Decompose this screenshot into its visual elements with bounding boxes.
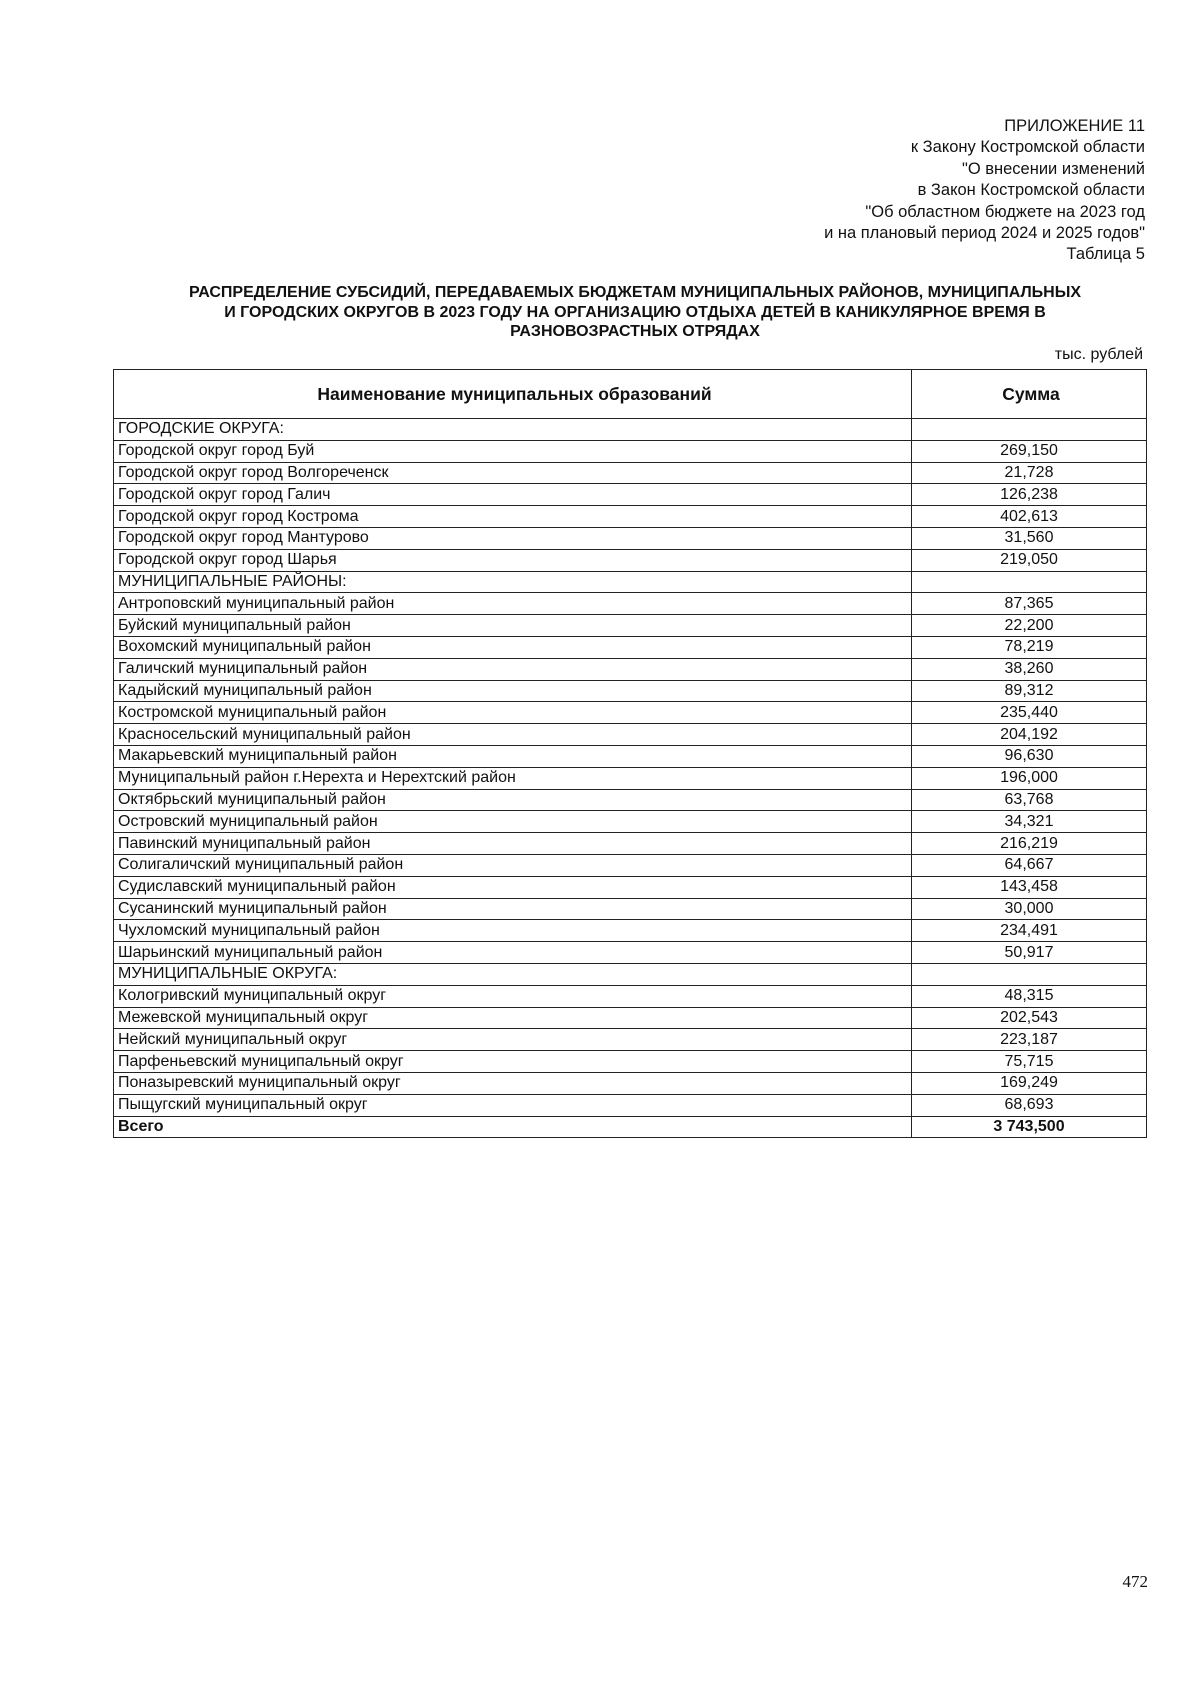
- table-row: [114, 789, 1147, 811]
- table-row: [114, 1094, 1147, 1116]
- row-name: Муниципальный район г.Нерехта и Нерехтский район: [114, 767, 912, 789]
- row-name: Сусанинский муниципальный район: [114, 898, 912, 920]
- document-title: [110, 283, 1160, 342]
- table-row: [114, 745, 1147, 767]
- table-body: [114, 419, 1147, 1138]
- row-name: МУНИЦИПАЛЬНЫЕ РАЙОНЫ:: [114, 571, 912, 593]
- row-name: Антроповский муниципальный район: [114, 593, 912, 615]
- row-name: Судиславский муниципальный район: [114, 876, 912, 898]
- row-sum: [912, 571, 1147, 593]
- row-name: Межевской муниципальный округ: [114, 1007, 912, 1029]
- row-name: Всего: [114, 1116, 912, 1138]
- row-name: Островский муниципальный район: [114, 811, 912, 833]
- row-name: Шарьинский муниципальный район: [114, 942, 912, 964]
- table-row: [114, 680, 1147, 702]
- row-sum: 402,613: [912, 506, 1147, 528]
- row-sum: 31,560: [912, 527, 1147, 549]
- row-sum: [912, 963, 1147, 985]
- table-row: [114, 724, 1147, 746]
- row-sum: 143,458: [912, 876, 1147, 898]
- row-sum: 223,187: [912, 1029, 1147, 1051]
- row-sum: 219,050: [912, 549, 1147, 571]
- row-sum: 196,000: [912, 767, 1147, 789]
- row-sum: 38,260: [912, 658, 1147, 680]
- column-header-sum: Сумма: [912, 370, 1147, 419]
- row-sum: 3 743,500: [912, 1116, 1147, 1138]
- row-name: Буйский муниципальный район: [114, 615, 912, 637]
- section-row: [114, 419, 1147, 441]
- row-sum: 68,693: [912, 1094, 1147, 1116]
- row-sum: 30,000: [912, 898, 1147, 920]
- row-name: Кадыйский муниципальный район: [114, 680, 912, 702]
- title-line: РАЗНОВОЗРАСТНЫХ ОТРЯДАХ: [510, 323, 760, 340]
- table-row: [114, 484, 1147, 506]
- appendix-line: к Закону Костромской области: [910, 138, 1145, 157]
- row-sum: 78,219: [912, 636, 1147, 658]
- column-header-name: Наименование муниципальных образований: [114, 370, 912, 419]
- row-name: Пыщугский муниципальный округ: [114, 1094, 912, 1116]
- table-row: [114, 506, 1147, 528]
- row-sum: 202,543: [912, 1007, 1147, 1029]
- row-sum: 75,715: [912, 1051, 1147, 1073]
- table-row: [114, 615, 1147, 637]
- table-row: [114, 811, 1147, 833]
- row-name: Вохомский муниципальный район: [114, 636, 912, 658]
- row-name: Галичский муниципальный район: [114, 658, 912, 680]
- row-sum: 169,249: [912, 1072, 1147, 1094]
- row-sum: 204,192: [912, 724, 1147, 746]
- row-name: Октябрьский муниципальный район: [114, 789, 912, 811]
- table-row: [114, 898, 1147, 920]
- table-header-row: [114, 370, 1147, 419]
- row-name: Красносельский муниципальный район: [114, 724, 912, 746]
- table-row: [114, 702, 1147, 724]
- row-name: Городской округ город Галич: [114, 484, 912, 506]
- table-row: [114, 876, 1147, 898]
- row-sum: 126,238: [912, 484, 1147, 506]
- table-row: [114, 1007, 1147, 1029]
- table-row: [114, 636, 1147, 658]
- row-name: МУНИЦИПАЛЬНЫЕ ОКРУГА:: [114, 963, 912, 985]
- row-name: Парфеньевский муниципальный округ: [114, 1051, 912, 1073]
- row-sum: 22,200: [912, 615, 1147, 637]
- page-number: 472: [1122, 1572, 1148, 1591]
- row-sum: 89,312: [912, 680, 1147, 702]
- appendix-line: и на плановый период 2024 и 2025 годов": [824, 224, 1145, 243]
- row-name: Чухломский муниципальный район: [114, 920, 912, 942]
- row-sum: 48,315: [912, 985, 1147, 1007]
- subsidy-table: [113, 369, 1147, 1138]
- table-row: [114, 854, 1147, 876]
- row-name: Городской округ город Буй: [114, 440, 912, 462]
- row-name: Городской округ город Мантурово: [114, 527, 912, 549]
- row-sum: 269,150: [912, 440, 1147, 462]
- row-sum: 87,365: [912, 593, 1147, 615]
- table-row: [114, 593, 1147, 615]
- total-row: [114, 1116, 1147, 1138]
- row-name: ГОРОДСКИЕ ОКРУГА:: [114, 419, 912, 441]
- row-sum: 235,440: [912, 702, 1147, 724]
- row-name: Городской округ город Кострома: [114, 506, 912, 528]
- row-sum: 64,667: [912, 854, 1147, 876]
- row-name: Городской округ город Волгореченск: [114, 462, 912, 484]
- table-row: [114, 658, 1147, 680]
- row-name: Костромской муниципальный район: [114, 702, 912, 724]
- appendix-line: "О внесении изменений: [961, 159, 1145, 178]
- row-sum: 216,219: [912, 833, 1147, 855]
- section-row: [114, 963, 1147, 985]
- table-row: [114, 942, 1147, 964]
- table-row: [114, 1051, 1147, 1073]
- row-sum: 34,321: [912, 811, 1147, 833]
- row-sum: [912, 419, 1147, 441]
- row-name: Городской округ город Шарья: [114, 549, 912, 571]
- row-name: Поназыревский муниципальный округ: [114, 1072, 912, 1094]
- table-row: [114, 1072, 1147, 1094]
- row-sum: 50,917: [912, 942, 1147, 964]
- appendix-line: в Закон Костромской области: [917, 181, 1145, 200]
- row-sum: 63,768: [912, 789, 1147, 811]
- table-row: [114, 527, 1147, 549]
- row-name: Нейский муниципальный округ: [114, 1029, 912, 1051]
- table-label: Таблица 5: [1066, 245, 1145, 264]
- appendix-line: "Об областном бюджете на 2023 год: [865, 202, 1145, 221]
- title-line: РАСПРЕДЕЛЕНИЕ СУБСИДИЙ, ПЕРЕДАВАЕМЫХ БЮДЖЕТАМ МУНИЦИПАЛЬНЫХ РАЙОНОВ, МУНИЦИПАЛЬНЫХ: [188, 284, 1082, 301]
- table-row: [114, 920, 1147, 942]
- table-row: [114, 462, 1147, 484]
- unit-label: тыс. рублей: [1054, 346, 1143, 363]
- row-sum: 21,728: [912, 462, 1147, 484]
- row-name: Солигаличский муниципальный район: [114, 854, 912, 876]
- table-row: [114, 767, 1147, 789]
- table-row: [114, 1029, 1147, 1051]
- row-sum: 234,491: [912, 920, 1147, 942]
- section-row: [114, 571, 1147, 593]
- appendix-line: ПРИЛОЖЕНИЕ 11: [1004, 117, 1145, 135]
- table-row: [114, 985, 1147, 1007]
- row-name: Кологривский муниципальный округ: [114, 985, 912, 1007]
- appendix-header: [824, 116, 1145, 266]
- table-row: [114, 833, 1147, 855]
- table-row: [114, 549, 1147, 571]
- title-line: И ГОРОДСКИХ ОКРУГОВ В 2023 ГОДУ НА ОРГАНИЗАЦИЮ ОТДЫХА ДЕТЕЙ В КАНИКУЛЯРНОЕ ВРЕМЯ В: [224, 303, 1046, 321]
- table-row: [114, 440, 1147, 462]
- row-sum: 96,630: [912, 745, 1147, 767]
- row-name: Павинский муниципальный район: [114, 833, 912, 855]
- row-name: Макарьевский муниципальный район: [114, 745, 912, 767]
